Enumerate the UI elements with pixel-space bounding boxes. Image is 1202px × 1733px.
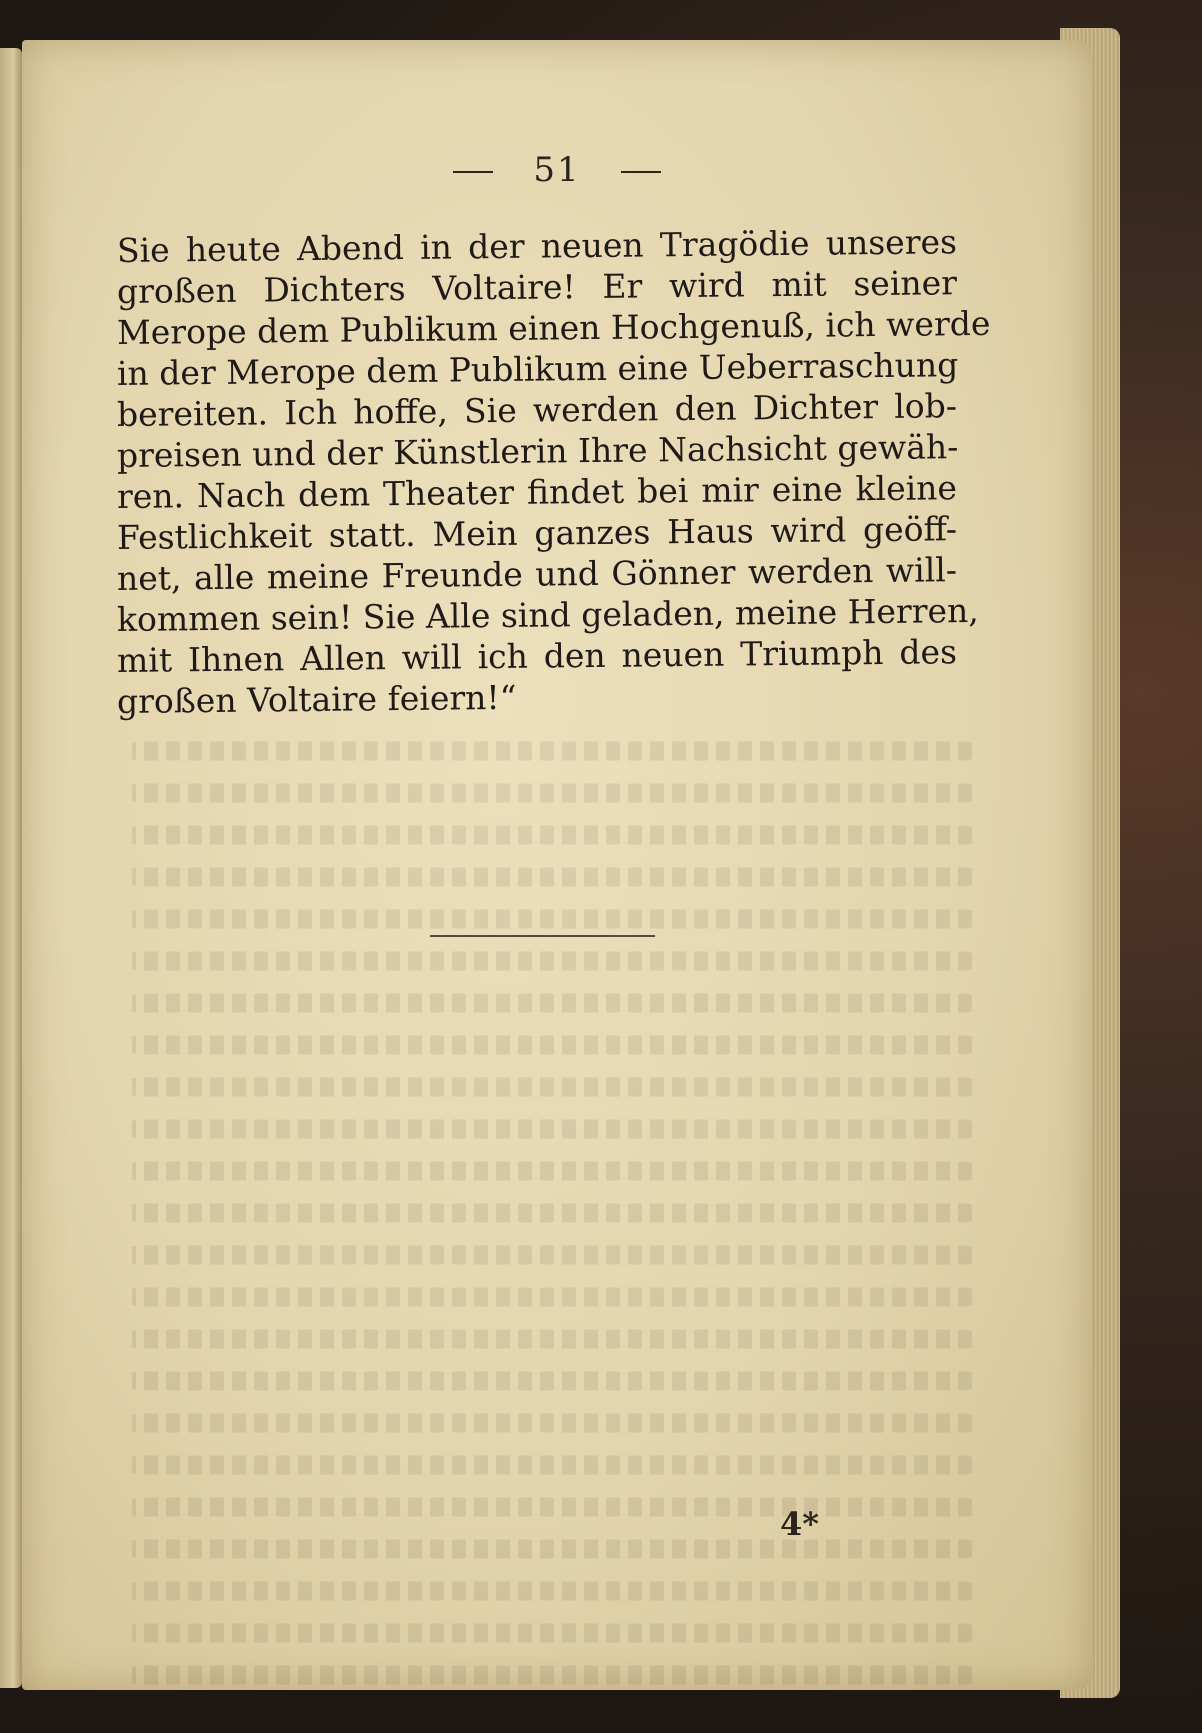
page-number-header [22, 150, 1092, 190]
bleed-through-text [132, 730, 972, 1696]
text-line: kommen sein! Sie Alle sind geladen, meine Herren, [116, 590, 979, 639]
text-line: großen Dichters Voltaire! Er wird mit seiner [116, 263, 958, 311]
book-page [22, 40, 1092, 1690]
text-line: net, alle meine Freunde und Gönner werden will- [116, 550, 958, 598]
body-text [116, 222, 991, 722]
page-number: 51 [533, 150, 581, 190]
text-line: Sie heute Abend in der neuen Tragödie unseres [116, 222, 958, 270]
text-line: mit Ihnen Allen will ich den neuen Triumph des [116, 632, 958, 680]
text-line: großen Voltaire feiern!“ [116, 677, 517, 721]
dash-right [621, 171, 661, 173]
text-line: in der Merope dem Publikum eine Ueberraschung [116, 345, 959, 393]
text-line: bereiten. Ich hoffe, Sie werden den Dichter lob- [116, 386, 958, 434]
facing-page-edge [0, 48, 22, 1688]
text-line: Merope dem Publikum einen Hochgenuß, ich werde [116, 303, 991, 352]
text-line: preisen und der Künstlerin Ihre Nachsicht gewäh- [116, 427, 959, 475]
section-rule [430, 935, 655, 937]
dash-left [453, 171, 493, 173]
signature-mark: 4* [780, 1505, 819, 1543]
text-line: ren. Nach dem Theater findet bei mir eine kleine [116, 468, 958, 516]
text-line: Festlichkeit statt. Mein ganzes Haus wird geöff- [116, 509, 958, 557]
